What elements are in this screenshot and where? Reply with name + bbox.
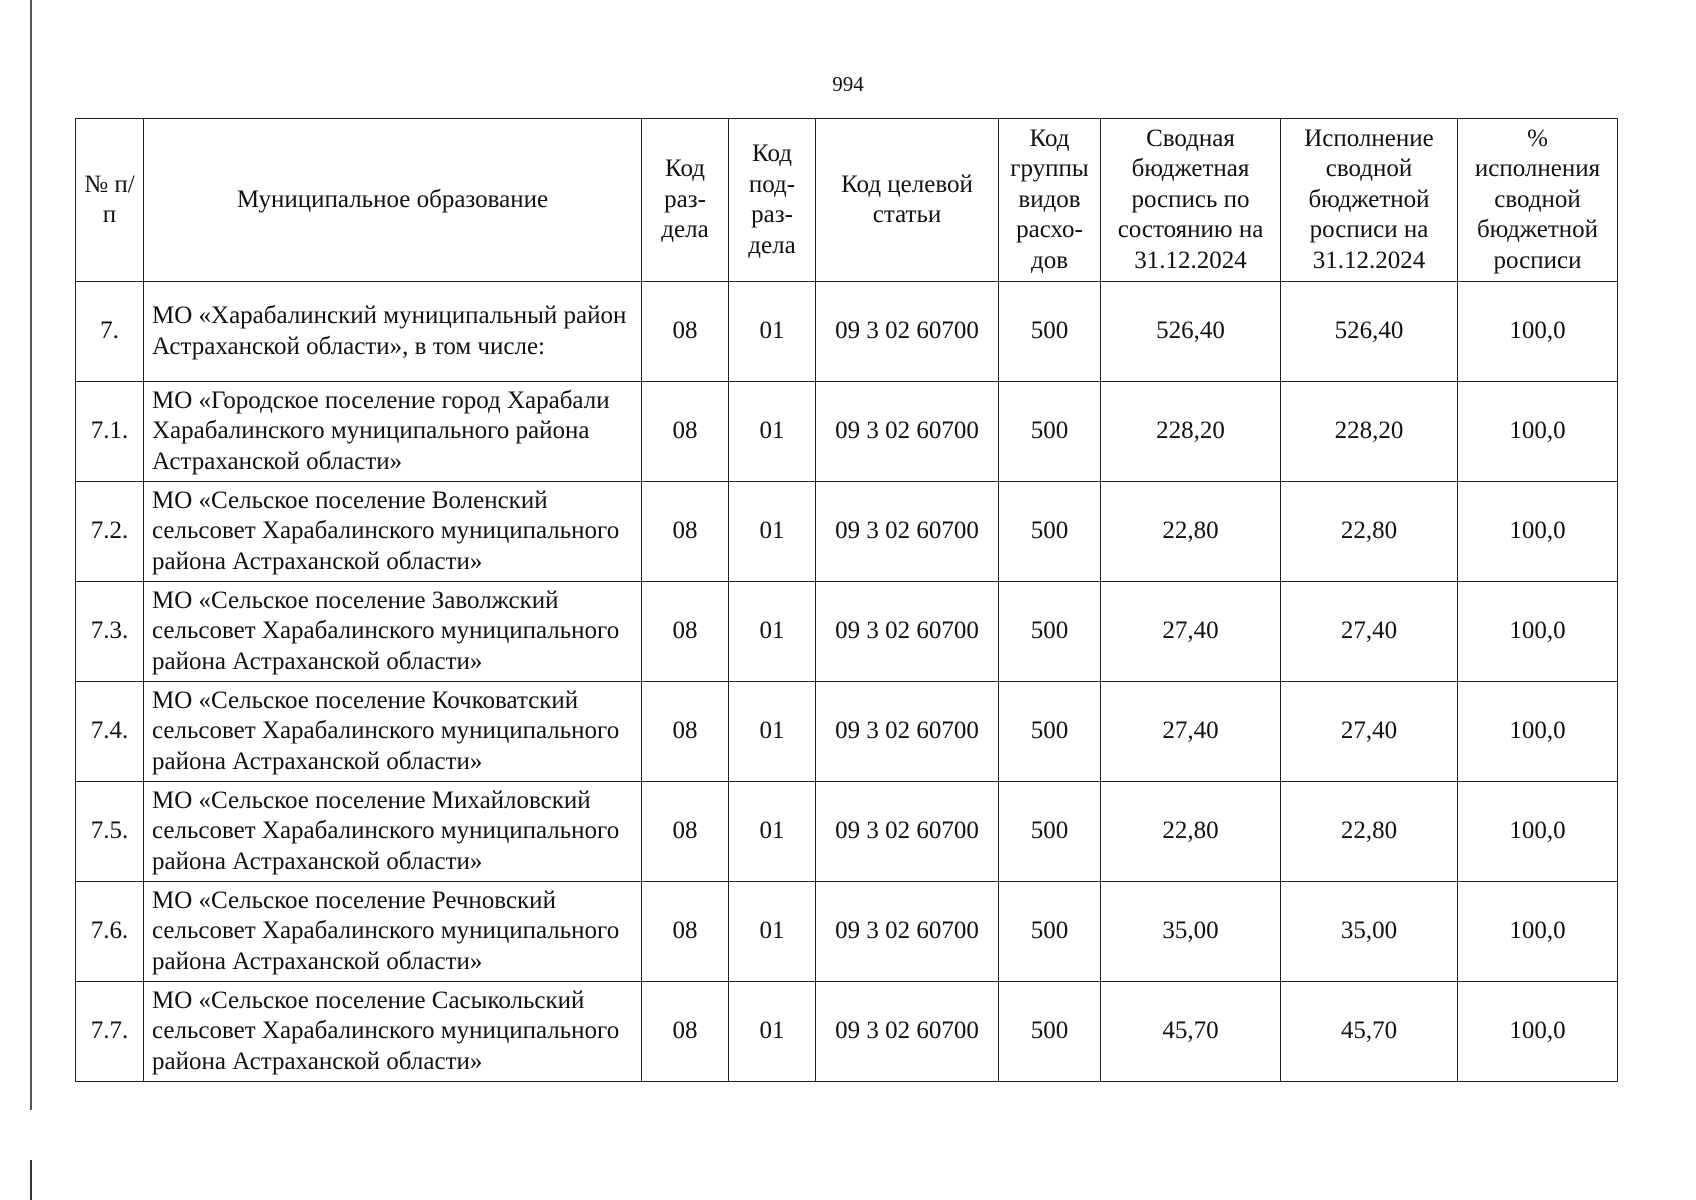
row-target-code: 09 3 02 60700 bbox=[816, 582, 999, 682]
row-budget-plan: 27,40 bbox=[1101, 582, 1281, 682]
row-num: 7.5. bbox=[76, 782, 144, 882]
row-municipality: МО «Сельское поселение Воленский сельсовет Харабалинского муниципального района Астраханской области» bbox=[144, 482, 642, 582]
table-row bbox=[76, 782, 1618, 882]
row-execution-percent: 100,0 bbox=[1458, 482, 1618, 582]
row-num: 7.1. bbox=[76, 382, 144, 482]
row-execution-percent: 100,0 bbox=[1458, 282, 1618, 382]
table-body bbox=[76, 282, 1618, 1082]
binding-margin-line-lower bbox=[30, 1160, 32, 1200]
row-section-code: 08 bbox=[642, 782, 729, 882]
row-target-code: 09 3 02 60700 bbox=[816, 782, 999, 882]
row-municipality: МО «Городское поселение город Харабали Харабалинского муниципального района Астраханской области» bbox=[144, 382, 642, 482]
header-subsection-code: Код под-раз-дела bbox=[729, 119, 816, 282]
row-target-code: 09 3 02 60700 bbox=[816, 282, 999, 382]
header-num: № п/п bbox=[76, 119, 144, 282]
row-expense-group-code: 500 bbox=[999, 382, 1101, 482]
binding-margin-line bbox=[30, 0, 32, 1110]
table-row bbox=[76, 982, 1618, 1082]
row-municipality: МО «Сельское поселение Кочковатский сельсовет Харабалинского муниципального района Астраханской области» bbox=[144, 682, 642, 782]
header-target-code: Код целевой статьи bbox=[816, 119, 999, 282]
row-execution-percent: 100,0 bbox=[1458, 382, 1618, 482]
budget-execution-table bbox=[75, 118, 1618, 1082]
row-expense-group-code: 500 bbox=[999, 982, 1101, 1082]
row-expense-group-code: 500 bbox=[999, 582, 1101, 682]
row-execution-percent: 100,0 bbox=[1458, 582, 1618, 682]
row-budget-execution: 228,20 bbox=[1281, 382, 1458, 482]
header-execution-percent: % исполнения сводной бюджетной росписи bbox=[1458, 119, 1618, 282]
table-row bbox=[76, 882, 1618, 982]
row-expense-group-code: 500 bbox=[999, 482, 1101, 582]
header-budget-plan: Сводная бюджетная роспись по состоянию на 31.12.2024 bbox=[1101, 119, 1281, 282]
row-subsection-code: 01 bbox=[729, 782, 816, 882]
row-num: 7.4. bbox=[76, 682, 144, 782]
row-subsection-code: 01 bbox=[729, 482, 816, 582]
row-execution-percent: 100,0 bbox=[1458, 882, 1618, 982]
row-section-code: 08 bbox=[642, 682, 729, 782]
header-section-code: Код раз-дела bbox=[642, 119, 729, 282]
row-num: 7.7. bbox=[76, 982, 144, 1082]
row-expense-group-code: 500 bbox=[999, 782, 1101, 882]
header-row bbox=[76, 119, 1618, 282]
row-subsection-code: 01 bbox=[729, 882, 816, 982]
table-row bbox=[76, 582, 1618, 682]
row-num: 7. bbox=[76, 282, 144, 382]
row-execution-percent: 100,0 bbox=[1458, 982, 1618, 1082]
row-target-code: 09 3 02 60700 bbox=[816, 382, 999, 482]
row-execution-percent: 100,0 bbox=[1458, 682, 1618, 782]
table-row bbox=[76, 482, 1618, 582]
row-target-code: 09 3 02 60700 bbox=[816, 682, 999, 782]
row-budget-execution: 45,70 bbox=[1281, 982, 1458, 1082]
row-budget-plan: 526,40 bbox=[1101, 282, 1281, 382]
header-expense-group-code: Код группы видов расхо-дов bbox=[999, 119, 1101, 282]
row-subsection-code: 01 bbox=[729, 382, 816, 482]
row-expense-group-code: 500 bbox=[999, 282, 1101, 382]
row-expense-group-code: 500 bbox=[999, 682, 1101, 782]
table-row bbox=[76, 382, 1618, 482]
row-budget-execution: 27,40 bbox=[1281, 682, 1458, 782]
row-section-code: 08 bbox=[642, 982, 729, 1082]
row-budget-execution: 27,40 bbox=[1281, 582, 1458, 682]
row-budget-plan: 228,20 bbox=[1101, 382, 1281, 482]
row-budget-plan: 45,70 bbox=[1101, 982, 1281, 1082]
row-municipality: МО «Сельское поселение Речновский сельсовет Харабалинского муниципального района Астраханской области» bbox=[144, 882, 642, 982]
row-subsection-code: 01 bbox=[729, 682, 816, 782]
header-municipality: Муниципальное образование bbox=[144, 119, 642, 282]
row-municipality: МО «Сельское поселение Михайловский сельсовет Харабалинского муниципального района Астраханской области» bbox=[144, 782, 642, 882]
row-target-code: 09 3 02 60700 bbox=[816, 882, 999, 982]
row-budget-execution: 35,00 bbox=[1281, 882, 1458, 982]
row-budget-plan: 27,40 bbox=[1101, 682, 1281, 782]
header-budget-execution: Исполнение сводной бюджетной росписи на 31.12.2024 bbox=[1281, 119, 1458, 282]
table-row bbox=[76, 282, 1618, 382]
row-budget-plan: 22,80 bbox=[1101, 782, 1281, 882]
page-number: 994 bbox=[832, 72, 864, 96]
row-num: 7.3. bbox=[76, 582, 144, 682]
row-subsection-code: 01 bbox=[729, 982, 816, 1082]
row-section-code: 08 bbox=[642, 382, 729, 482]
row-budget-plan: 22,80 bbox=[1101, 482, 1281, 582]
row-section-code: 08 bbox=[642, 482, 729, 582]
row-target-code: 09 3 02 60700 bbox=[816, 482, 999, 582]
row-num: 7.6. bbox=[76, 882, 144, 982]
row-execution-percent: 100,0 bbox=[1458, 782, 1618, 882]
row-budget-plan: 35,00 bbox=[1101, 882, 1281, 982]
row-municipality: МО «Харабалинский муниципальный район Астраханской области», в том числе: bbox=[144, 282, 642, 382]
row-municipality: МО «Сельское поселение Сасыкольский сельсовет Харабалинского муниципального района Астраханской области» bbox=[144, 982, 642, 1082]
row-municipality: МО «Сельское поселение Заволжский сельсовет Харабалинского муниципального района Астраханской области» bbox=[144, 582, 642, 682]
row-subsection-code: 01 bbox=[729, 582, 816, 682]
row-num: 7.2. bbox=[76, 482, 144, 582]
row-subsection-code: 01 bbox=[729, 282, 816, 382]
row-section-code: 08 bbox=[642, 582, 729, 682]
row-target-code: 09 3 02 60700 bbox=[816, 982, 999, 1082]
row-expense-group-code: 500 bbox=[999, 882, 1101, 982]
table-header bbox=[76, 119, 1618, 282]
row-section-code: 08 bbox=[642, 882, 729, 982]
row-budget-execution: 22,80 bbox=[1281, 782, 1458, 882]
row-budget-execution: 526,40 bbox=[1281, 282, 1458, 382]
row-section-code: 08 bbox=[642, 282, 729, 382]
row-budget-execution: 22,80 bbox=[1281, 482, 1458, 582]
table-row bbox=[76, 682, 1618, 782]
